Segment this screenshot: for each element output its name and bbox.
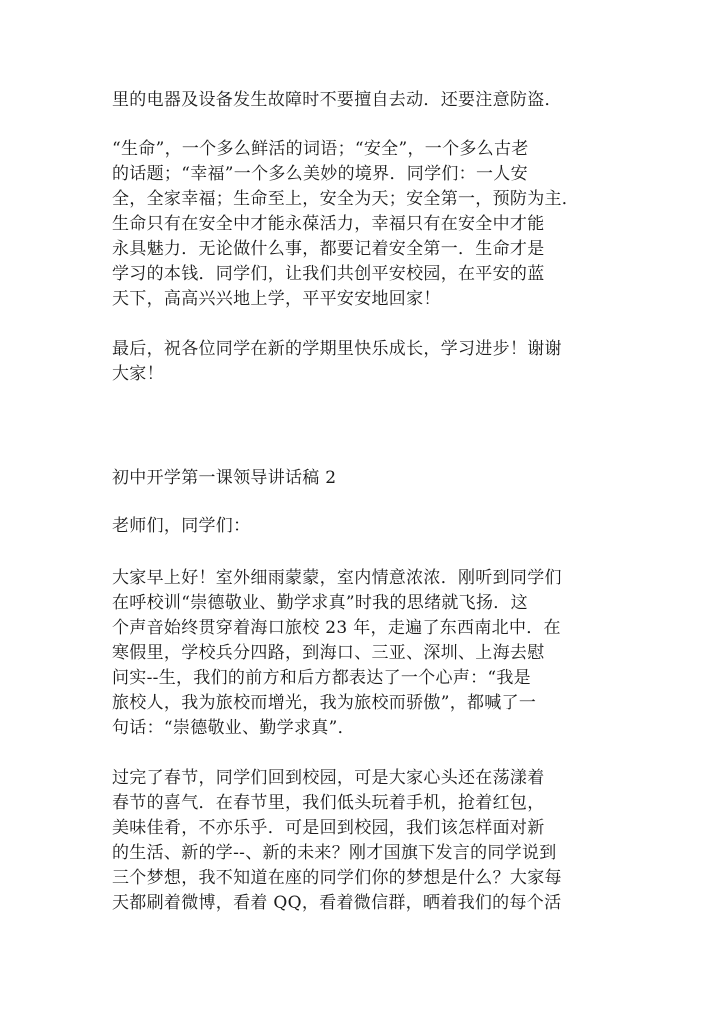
text-line: 天下，高高兴兴地上学，平平安安地回家！ [112, 289, 441, 309]
text-line: 最后，祝各位同学在新的学期里快乐成长，学习进步！谢谢 [112, 339, 562, 359]
text-line: 在呼校训“崇德敬业、勤学求真”时我的思绪就飞扬．这 [112, 593, 528, 613]
text-line: 寒假里，学校兵分四路，到海口、三亚、深圳、上海去慰 [112, 643, 545, 663]
text-line: 过完了春节，同学们回到校园，可是大家心头还在荡漾着 [112, 768, 545, 788]
text-line: 个声音始终贯穿着海口旅校 23 年，走遍了东西南北中．在 [112, 618, 561, 638]
text-line: 问实--生，我们的前方和后方都表达了一个心声：“我是 [112, 668, 531, 688]
text-line: 的生活、新的学--、新的未来？刚才国旗下发言的同学说到 [112, 843, 557, 863]
text-line: 天都刷着微博，看着 QQ，看着微信群，晒着我们的每个活 [112, 893, 562, 913]
text-line: 春节的喜气．在春节里，我们低头玩着手机，抢着红包， [112, 793, 545, 813]
salutation: 老师们，同学们： [112, 516, 251, 536]
text-line: 旅校人，我为旅校而增光，我为旅校而骄傲”，都喊了一 [112, 693, 537, 713]
text-line: 大家！ [112, 364, 164, 384]
text-line: 里的电器及设备发生故障时不要擅自去动．还要注意防盗． [112, 90, 562, 110]
text-line: 美味佳肴，不亦乐乎．可是回到校园，我们该怎样面对新 [112, 818, 545, 838]
text-line: 大家早上好！室外细雨蒙蒙，室内情意浓浓．刚听到同学们 [112, 568, 562, 588]
text-line: 学习的本钱．同学们，让我们共创平安校园，在平安的蓝 [112, 264, 545, 284]
text-line: “生命”，一个多么鲜活的词语；“安全”，一个多么古老 [112, 139, 529, 159]
text-line: 永具魅力．无论做什么事，都要记着安全第一．生命才是 [112, 239, 545, 259]
text-line: 三个梦想，我不知道在座的同学们你的梦想是什么？大家每 [112, 868, 562, 888]
section-title: 初中开学第一课领导讲话稿 2 [112, 468, 337, 488]
text-line: 全，全家幸福；生命至上，安全为天；安全第一，预防为主． [112, 189, 580, 209]
text-line: 句话：“崇德敬业、勤学求真”． [112, 718, 355, 738]
text-line: 生命只有在安全中才能永葆活力，幸福只有在安全中才能 [112, 214, 545, 234]
text-line: 的话题；“幸福”一个多么美妙的境界．同学们：一人安 [112, 164, 528, 184]
